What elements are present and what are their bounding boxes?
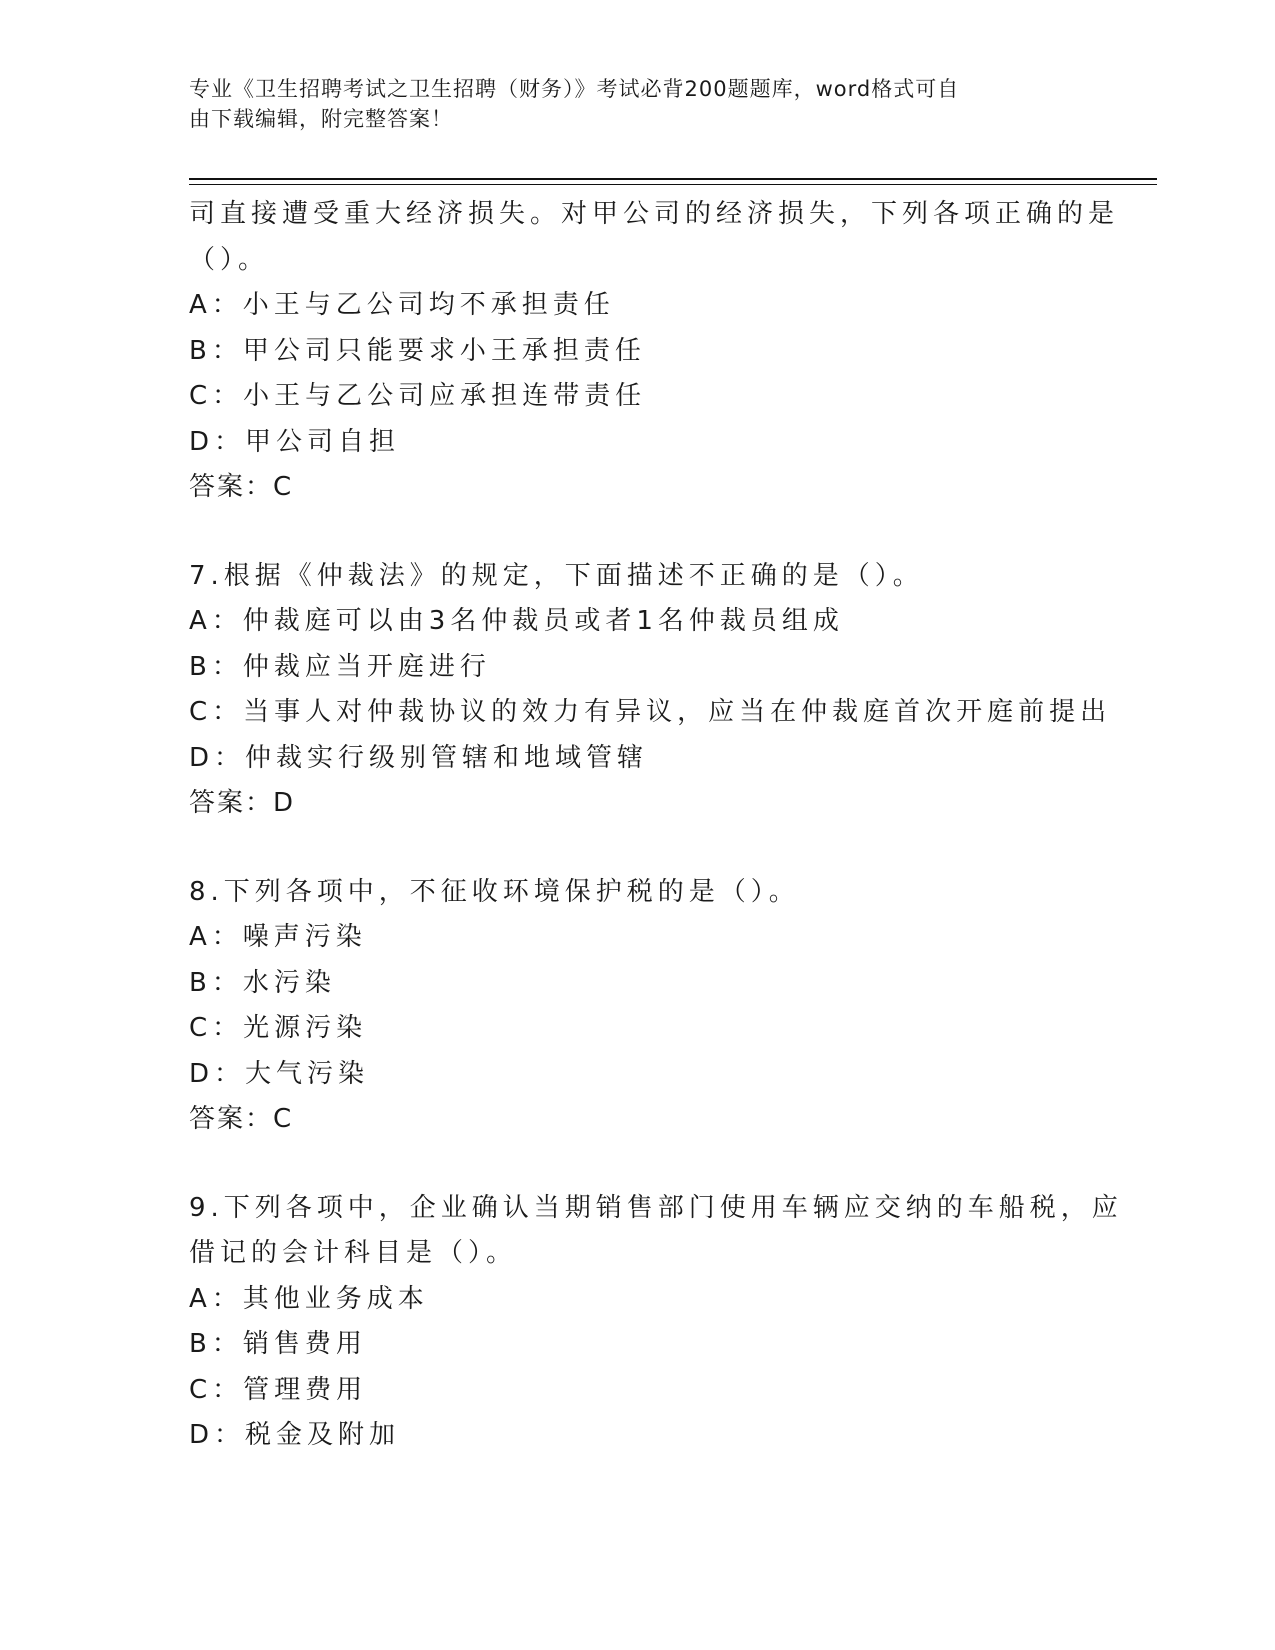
header-rule-thin bbox=[189, 184, 1157, 185]
option-a: A：噪声污染 bbox=[189, 922, 367, 952]
option-a: A：其他业务成本 bbox=[189, 1283, 429, 1314]
option-c: C：光源污染 bbox=[189, 1013, 368, 1043]
option-d: D：税金及附加 bbox=[189, 1420, 401, 1450]
header-line-1: 专业《卫生招聘考试之卫生招聘（财务）》考试必背200题题库，word格式可自 bbox=[189, 77, 960, 101]
option-b: B：销售费用 bbox=[189, 1329, 367, 1359]
option-d: D：大气污染 bbox=[189, 1058, 370, 1089]
option-a: A：小王与乙公司均不承担责任 bbox=[189, 290, 615, 320]
option-c: C：小王与乙公司应承担连带责任 bbox=[189, 381, 647, 411]
option-b: B：甲公司只能要求小王承担责任 bbox=[189, 335, 646, 366]
option-b: B：水污染 bbox=[189, 967, 336, 998]
question-stem: 借记的会计科目是（）。 bbox=[189, 1238, 518, 1268]
question-list bbox=[189, 192, 1123, 1459]
answer: 答案：C bbox=[189, 1104, 294, 1134]
option-b: B：仲裁应当开庭进行 bbox=[189, 651, 491, 682]
option-d: D：仲裁实行级别管辖和地域管辖 bbox=[189, 742, 649, 773]
question-stem: 9.下列各项中，企业确认当期销售部门使用车辆应交纳的车船税，应 bbox=[189, 1192, 1123, 1223]
option-d: D：甲公司自担 bbox=[189, 426, 401, 457]
document-header bbox=[189, 74, 1069, 134]
question-stem: 8.下列各项中，不征收环境保护税的是（）。 bbox=[189, 876, 800, 907]
header-line-2: 由下载编辑，附完整答案！ bbox=[189, 107, 453, 131]
option-c: C：管理费用 bbox=[189, 1374, 368, 1405]
question-6 bbox=[189, 192, 1120, 511]
answer: 答案：C bbox=[189, 472, 294, 502]
option-a: A：仲裁庭可以由3名仲裁员或者1名仲裁员组成 bbox=[189, 606, 844, 636]
question-9 bbox=[189, 1186, 1123, 1459]
question-stem: 7.根据《仲裁法》的规定，下面描述不正确的是（）。 bbox=[189, 560, 924, 591]
header-rule-thick bbox=[189, 178, 1157, 180]
question-stem: （）。 bbox=[189, 244, 270, 275]
option-c: C：当事人对仲裁协议的效力有异议，应当在仲裁庭首次开庭前提出 bbox=[189, 697, 1112, 727]
question-7 bbox=[189, 554, 1112, 827]
question-8 bbox=[189, 870, 1109, 1143]
answer: 答案：D bbox=[189, 788, 296, 818]
question-stem: 司直接遭受重大经济损失。对甲公司的经济损失，下列各项正确的是 bbox=[189, 199, 1120, 229]
